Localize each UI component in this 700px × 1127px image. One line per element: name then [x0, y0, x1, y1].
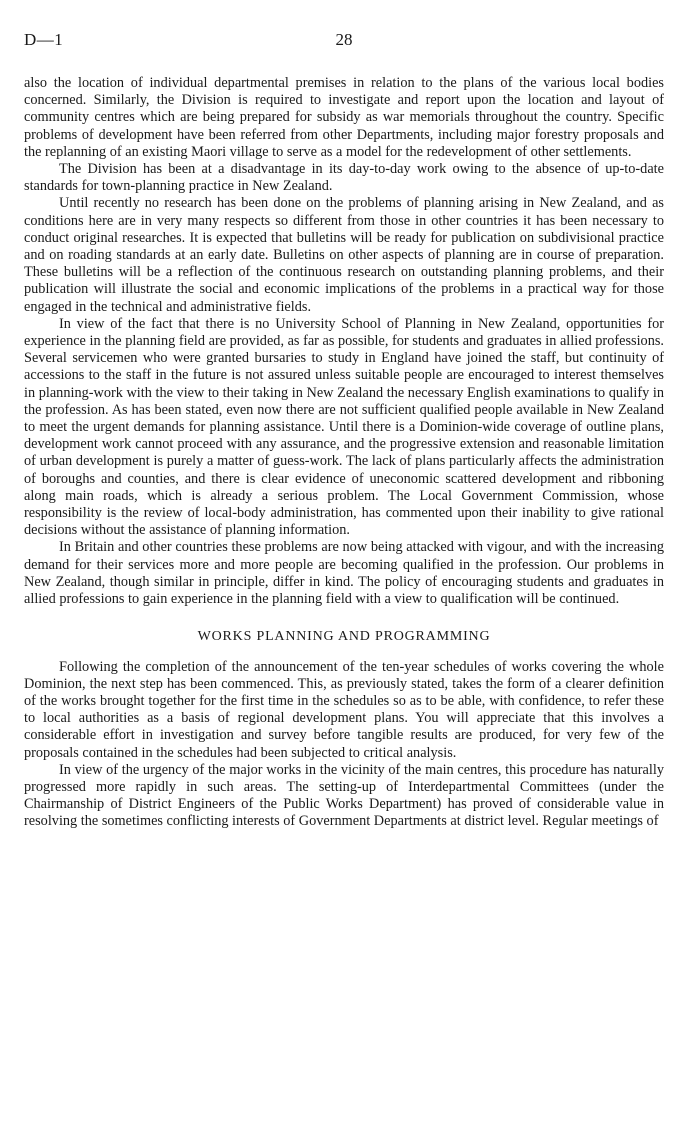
paragraph: Until recently no research has been done on the problems of planning arising in New Zealand, and as conditions here are in very many respects so different from those in other countries it has been necessary to conduct original researches. It is expected that bulletins will be ready for publication on subdivisional practice and on roading standards at an early date. Bulletins on other aspects of planning are in course of preparation. These bulletins will be a reflection of the continuous research on outstanding planning problems, and their publication will illustrate the social and economic implications of the problems in a practical way for those engaged in the technical and administrative fields.: [24, 195, 664, 315]
paragraph: In view of the fact that there is no University School of Planning in New Zealand, opportunities for experience in the planning field are provided, as far as possible, for students and graduates in allied professions. Several servicemen who were granted bursaries to study in England have joined the staff, but continuity of accessions to the staff in the future is not assured unless suitable people are encouraged to interest themselves in planning-work with the view to their taking in New Zealand the necessary English examinations to qualify in the profession. As has been stated, even now there are not sufficient qualified people available in New Zealand to meet the urgent demands for planning assistance. Until there is a Dominion-wide coverage of outline plans, development work cannot proceed with any assurance, and the progressive extension and reasonable limitation of urban development is purely a matter of guess-work. The lack of plans particularly affects the administration of boroughs and counties, and there is clear evidence of uneconomic scattered development and ribboning along main roads, which is already a serious problem. The Local Government Commission, whose responsibility is the review of local-body administration, has commented upon their inability to give rational decisions without the assistance of planning information.: [24, 315, 664, 539]
page-body: [24, 75, 664, 831]
paragraph: In view of the urgency of the major works in the vicinity of the main centres, this procedure has naturally progressed more rapidly in such areas. The setting-up of Interdepartmental Committees (under the Chairmanship of District Engineers of the Public Works Department) has proved of considerable value in resolving the sometimes conflicting interests of Government Departments at district level. Regular meetings of: [24, 761, 664, 830]
page-header: [24, 30, 664, 52]
section-heading: WORKS PLANNING AND PROGRAMMING: [197, 629, 491, 645]
paragraph: The Division has been at a disadvantage in its day-to-day work owing to the absence of up-to-date standards for town-planning practice in New Zealand.: [24, 161, 664, 195]
document-reference: D—1: [24, 30, 64, 49]
paragraph: Following the completion of the announcement of the ten-year schedules of works covering the whole Dominion, the next step has been commenced. This, as previously stated, takes the form of a clearer definition of the works brought together for the first time in the schedules so as to be able, with confidence, to refer these to local authorities as a basis of regional development plans. You will appreciate that this involves a considerable effort in investigation and survey before tangible results are produced, for very few of the proposals contained in the schedules had been subjected to critical analysis.: [24, 658, 664, 761]
page-number: 28: [335, 30, 353, 49]
paragraph-continued: also the location of individual departmental premises in relation to the plans of the various local bodies concerned. Similarly, the Division is required to investigate and report upon the location and layout of community centres which are being prepared for subsidy as war memorials throughout the country. Specific problems of development have been referred from other Departments, including major forestry proposals and the replanning of an existing Maori village to serve as a model for the redevelopment of other settlements.: [24, 75, 664, 160]
paragraph: In Britain and other countries these problems are now being attacked with vigour, and with the increasing demand for their services more and more people are becoming qualified in the profession. Our problems in New Zealand, though similar in principle, differ in kind. The policy of encouraging students and graduates in allied professions to gain experience in the planning field with a view to qualification will be continued.: [24, 539, 664, 608]
